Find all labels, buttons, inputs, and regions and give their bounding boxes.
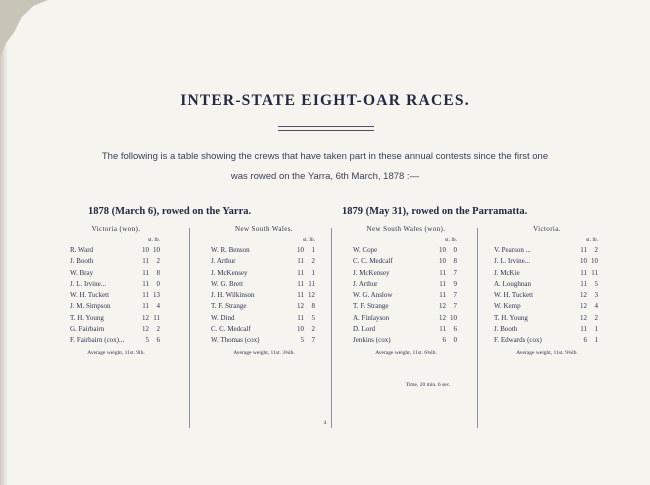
weight-pounds: 2 — [311, 325, 315, 334]
member-name: D. Lord — [353, 325, 376, 334]
weight-pounds: 9 — [453, 279, 457, 288]
crew-header: New South Wales. — [234, 225, 293, 233]
member-name: J. Booth — [494, 325, 518, 334]
member-name: W. Cope — [353, 246, 378, 254]
title-rule-top — [278, 126, 374, 127]
race-time: Time, 20 min. 6 sec. — [405, 382, 451, 388]
crew-member-row — [494, 301, 600, 312]
weight-stone: 11 — [142, 279, 149, 288]
crew-column-1879-nsw — [353, 225, 459, 356]
page-edge-shadow — [0, 0, 8, 485]
weight-stone: 11 — [297, 313, 304, 322]
member-name: W. Kemp — [494, 302, 521, 311]
member-name: G. Fairbairn — [70, 325, 105, 334]
crew-member-row — [211, 268, 317, 279]
crew-member-row — [70, 313, 162, 324]
weight-stone: 11 — [580, 325, 587, 334]
member-name: J. McKensey — [211, 268, 248, 277]
weight-stone: 11 — [439, 291, 446, 300]
weight-pounds: 1 — [594, 336, 598, 345]
crew-member-row — [211, 324, 317, 335]
weight-stone: 11 — [297, 268, 304, 277]
member-name: W. Bray — [70, 268, 94, 277]
weight-pounds: 11 — [591, 268, 598, 277]
weight-stone: 10 — [297, 325, 304, 334]
weight-pounds: 7 — [453, 291, 457, 300]
member-name: T. H. Young — [70, 313, 104, 322]
member-name: W. H. Tuckett — [70, 291, 110, 300]
weight-pounds: 5 — [594, 279, 598, 288]
weight-pounds: 10 — [591, 257, 598, 266]
member-name: Jenkins (cox) — [353, 336, 391, 345]
crew-member-row — [211, 335, 317, 346]
member-name: F. Fairbairn (cox)... — [70, 336, 125, 345]
weight-stone: 11 — [297, 257, 304, 266]
crew-column-1878-nsw — [211, 225, 317, 356]
page-number: 4 — [323, 420, 327, 426]
crew-member-row — [70, 301, 162, 312]
crew-member-row — [353, 245, 459, 256]
crew-member-row — [494, 268, 600, 279]
weight-pounds: 0 — [453, 336, 457, 345]
member-name: J. H. Wilkinson — [211, 291, 255, 300]
crew-column-1878-victoria — [70, 225, 162, 356]
crew-member-row — [70, 245, 162, 256]
member-name: C. C. Medcalf — [211, 325, 251, 334]
weight-stone: 11 — [142, 257, 149, 266]
member-name: W. G. Anslow — [353, 291, 393, 300]
weight-stone: 6 — [583, 336, 587, 345]
weight-stone: 11 — [580, 246, 587, 254]
weight-pounds: 10 — [450, 313, 457, 322]
weight-pounds: 12 — [308, 291, 315, 300]
crew-member-row — [353, 301, 459, 312]
weight-pounds: 2 — [311, 257, 315, 266]
crew-member-row — [211, 256, 317, 267]
title-rule-bottom — [278, 130, 374, 131]
member-name: A. Finlayson — [353, 313, 390, 322]
member-name: V. Pearson ... — [494, 246, 531, 254]
crew-member-row — [494, 335, 600, 346]
member-name: J. L. Irvine... — [70, 279, 106, 288]
member-name: W. Thomas (cox) — [211, 336, 260, 345]
weight-pounds: 13 — [153, 291, 160, 300]
member-name: J. Arthur — [211, 257, 236, 266]
crew-member-row — [211, 245, 317, 256]
column-divider — [331, 228, 332, 428]
crew-member-row — [494, 245, 600, 256]
crew-member-row — [211, 279, 317, 290]
crew-member-row — [70, 324, 162, 335]
crew-member-row — [353, 268, 459, 279]
weight-stone: 11 — [142, 302, 149, 311]
crew-member-row — [70, 268, 162, 279]
weight-stone: 12 — [439, 302, 446, 311]
weight-pounds: 4 — [156, 302, 160, 311]
member-name: J. McKensey — [353, 268, 390, 277]
page-title: INTER-STATE EIGHT-OAR RACES. — [180, 92, 470, 109]
weight-pounds: 5 — [311, 313, 315, 322]
weight-stone: 11 — [439, 268, 446, 277]
weight-pounds: 8 — [311, 302, 315, 311]
member-name: J. Arthur — [353, 279, 378, 288]
weight-pounds: 10 — [153, 246, 160, 254]
weight-pounds: 0 — [156, 279, 160, 288]
member-name: W. R. Benson — [211, 246, 250, 254]
unit-header: st. lb. — [444, 237, 457, 243]
crew-member-row — [353, 290, 459, 301]
weight-stone: 10 — [297, 246, 304, 254]
member-name: T. H. Young — [494, 313, 528, 322]
crew-column-1879-victoria — [494, 225, 600, 356]
crew-header: New South Wales (won). — [366, 225, 446, 233]
weight-pounds: 2 — [156, 257, 160, 266]
weight-pounds: 0 — [453, 246, 457, 254]
member-name: C. C. Medcalf — [353, 257, 393, 266]
crew-member-row — [70, 335, 162, 346]
unit-header: st. lb. — [585, 237, 598, 243]
crew-member-row — [494, 290, 600, 301]
weight-stone: 11 — [439, 279, 446, 288]
weight-pounds: 3 — [594, 291, 598, 300]
member-name: W. H. Tuckett — [494, 291, 534, 300]
weight-stone: 5 — [300, 336, 304, 345]
weight-pounds: 1 — [594, 325, 598, 334]
member-name: T. F. Strange — [211, 302, 247, 311]
weight-pounds: 2 — [156, 325, 160, 334]
crew-member-row — [70, 290, 162, 301]
weight-pounds: 7 — [453, 302, 457, 311]
weight-stone: 12 — [580, 313, 587, 322]
average-weight: Average weight, 11st. 6¾lb. — [375, 349, 437, 356]
weight-pounds: 6 — [156, 336, 160, 345]
weight-pounds: 2 — [594, 313, 598, 322]
weight-stone: 10 — [439, 246, 446, 254]
weight-pounds: 4 — [594, 302, 598, 311]
weight-stone: 12 — [580, 302, 587, 311]
weight-stone: 11 — [580, 268, 587, 277]
weight-stone: 11 — [142, 291, 149, 300]
crew-header: Victoria (won). — [91, 225, 141, 233]
column-divider — [189, 228, 190, 428]
weight-pounds: 7 — [311, 336, 315, 345]
crew-header: Victoria. — [533, 225, 561, 233]
weight-stone: 11 — [580, 279, 587, 288]
member-name: J. Booth — [70, 257, 94, 266]
weight-stone: 12 — [580, 291, 587, 300]
member-name: W. Dind — [211, 313, 235, 322]
member-name: J. M. Simpson — [70, 302, 111, 311]
weight-pounds: 11 — [153, 313, 160, 322]
weight-pounds: 8 — [156, 268, 160, 277]
weight-pounds: 8 — [453, 257, 457, 266]
weight-pounds: 1 — [311, 268, 315, 277]
crew-member-row — [353, 324, 459, 335]
crew-member-row — [494, 256, 600, 267]
weight-stone: 11 — [297, 291, 304, 300]
crew-member-row — [353, 313, 459, 324]
weight-stone: 12 — [439, 313, 446, 322]
crew-member-row — [70, 279, 162, 290]
weight-stone: 11 — [142, 268, 149, 277]
crew-member-row — [353, 279, 459, 290]
weight-stone: 6 — [442, 336, 446, 345]
weight-pounds: 1 — [311, 246, 315, 254]
crew-member-row — [211, 313, 317, 324]
weight-stone: 12 — [297, 302, 304, 311]
average-weight: Average weight, 11st. 3¾lb. — [233, 349, 295, 356]
weight-pounds: 7 — [453, 268, 457, 277]
weight-stone: 5 — [145, 336, 149, 345]
crew-member-row — [353, 256, 459, 267]
member-name: R. Ward — [70, 246, 94, 254]
member-name: J. L. Irvine... — [494, 257, 530, 266]
intro-line-2: was rowed on the Yarra, 6th March, 1878 :— — [230, 171, 420, 182]
average-weight: Average weight, 11st. 9¾lb. — [516, 349, 578, 356]
weight-stone: 10 — [439, 257, 446, 266]
weight-stone: 10 — [580, 257, 587, 266]
crew-member-row — [353, 335, 459, 346]
unit-header: st. lb. — [302, 237, 315, 243]
weight-stone: 12 — [142, 313, 149, 322]
unit-header: st. lb. — [147, 237, 160, 243]
crew-member-row — [494, 313, 600, 324]
weight-stone: 12 — [142, 325, 149, 334]
member-name: F. Edwards (cox) — [494, 336, 542, 345]
member-name: A. Loughnan — [494, 279, 531, 288]
intro-line-1: The following is a table showing the crews that have taken part in these annual contests since the first one — [101, 151, 549, 162]
member-name: J. McKie — [494, 268, 520, 277]
weight-stone: 10 — [142, 246, 149, 254]
crew-member-row — [211, 290, 317, 301]
crew-member-row — [211, 301, 317, 312]
race-1878-heading: 1878 (March 6), rowed on the Yarra. — [88, 206, 252, 217]
weight-pounds: 11 — [308, 279, 315, 288]
weight-stone: 11 — [297, 279, 304, 288]
crew-member-row — [494, 324, 600, 335]
weight-stone: 11 — [439, 325, 446, 334]
weight-pounds: 6 — [453, 325, 457, 334]
crew-member-row — [70, 256, 162, 267]
member-name: W. G. Brett — [211, 279, 244, 288]
member-name: T. F. Strange — [353, 302, 389, 311]
weight-pounds: 2 — [594, 246, 598, 254]
crew-member-row — [494, 279, 600, 290]
race-1879-heading: 1879 (May 31), rowed on the Parramatta. — [342, 206, 528, 217]
average-weight: Average weight, 11st. 9lb. — [87, 349, 145, 356]
column-divider — [477, 228, 478, 428]
